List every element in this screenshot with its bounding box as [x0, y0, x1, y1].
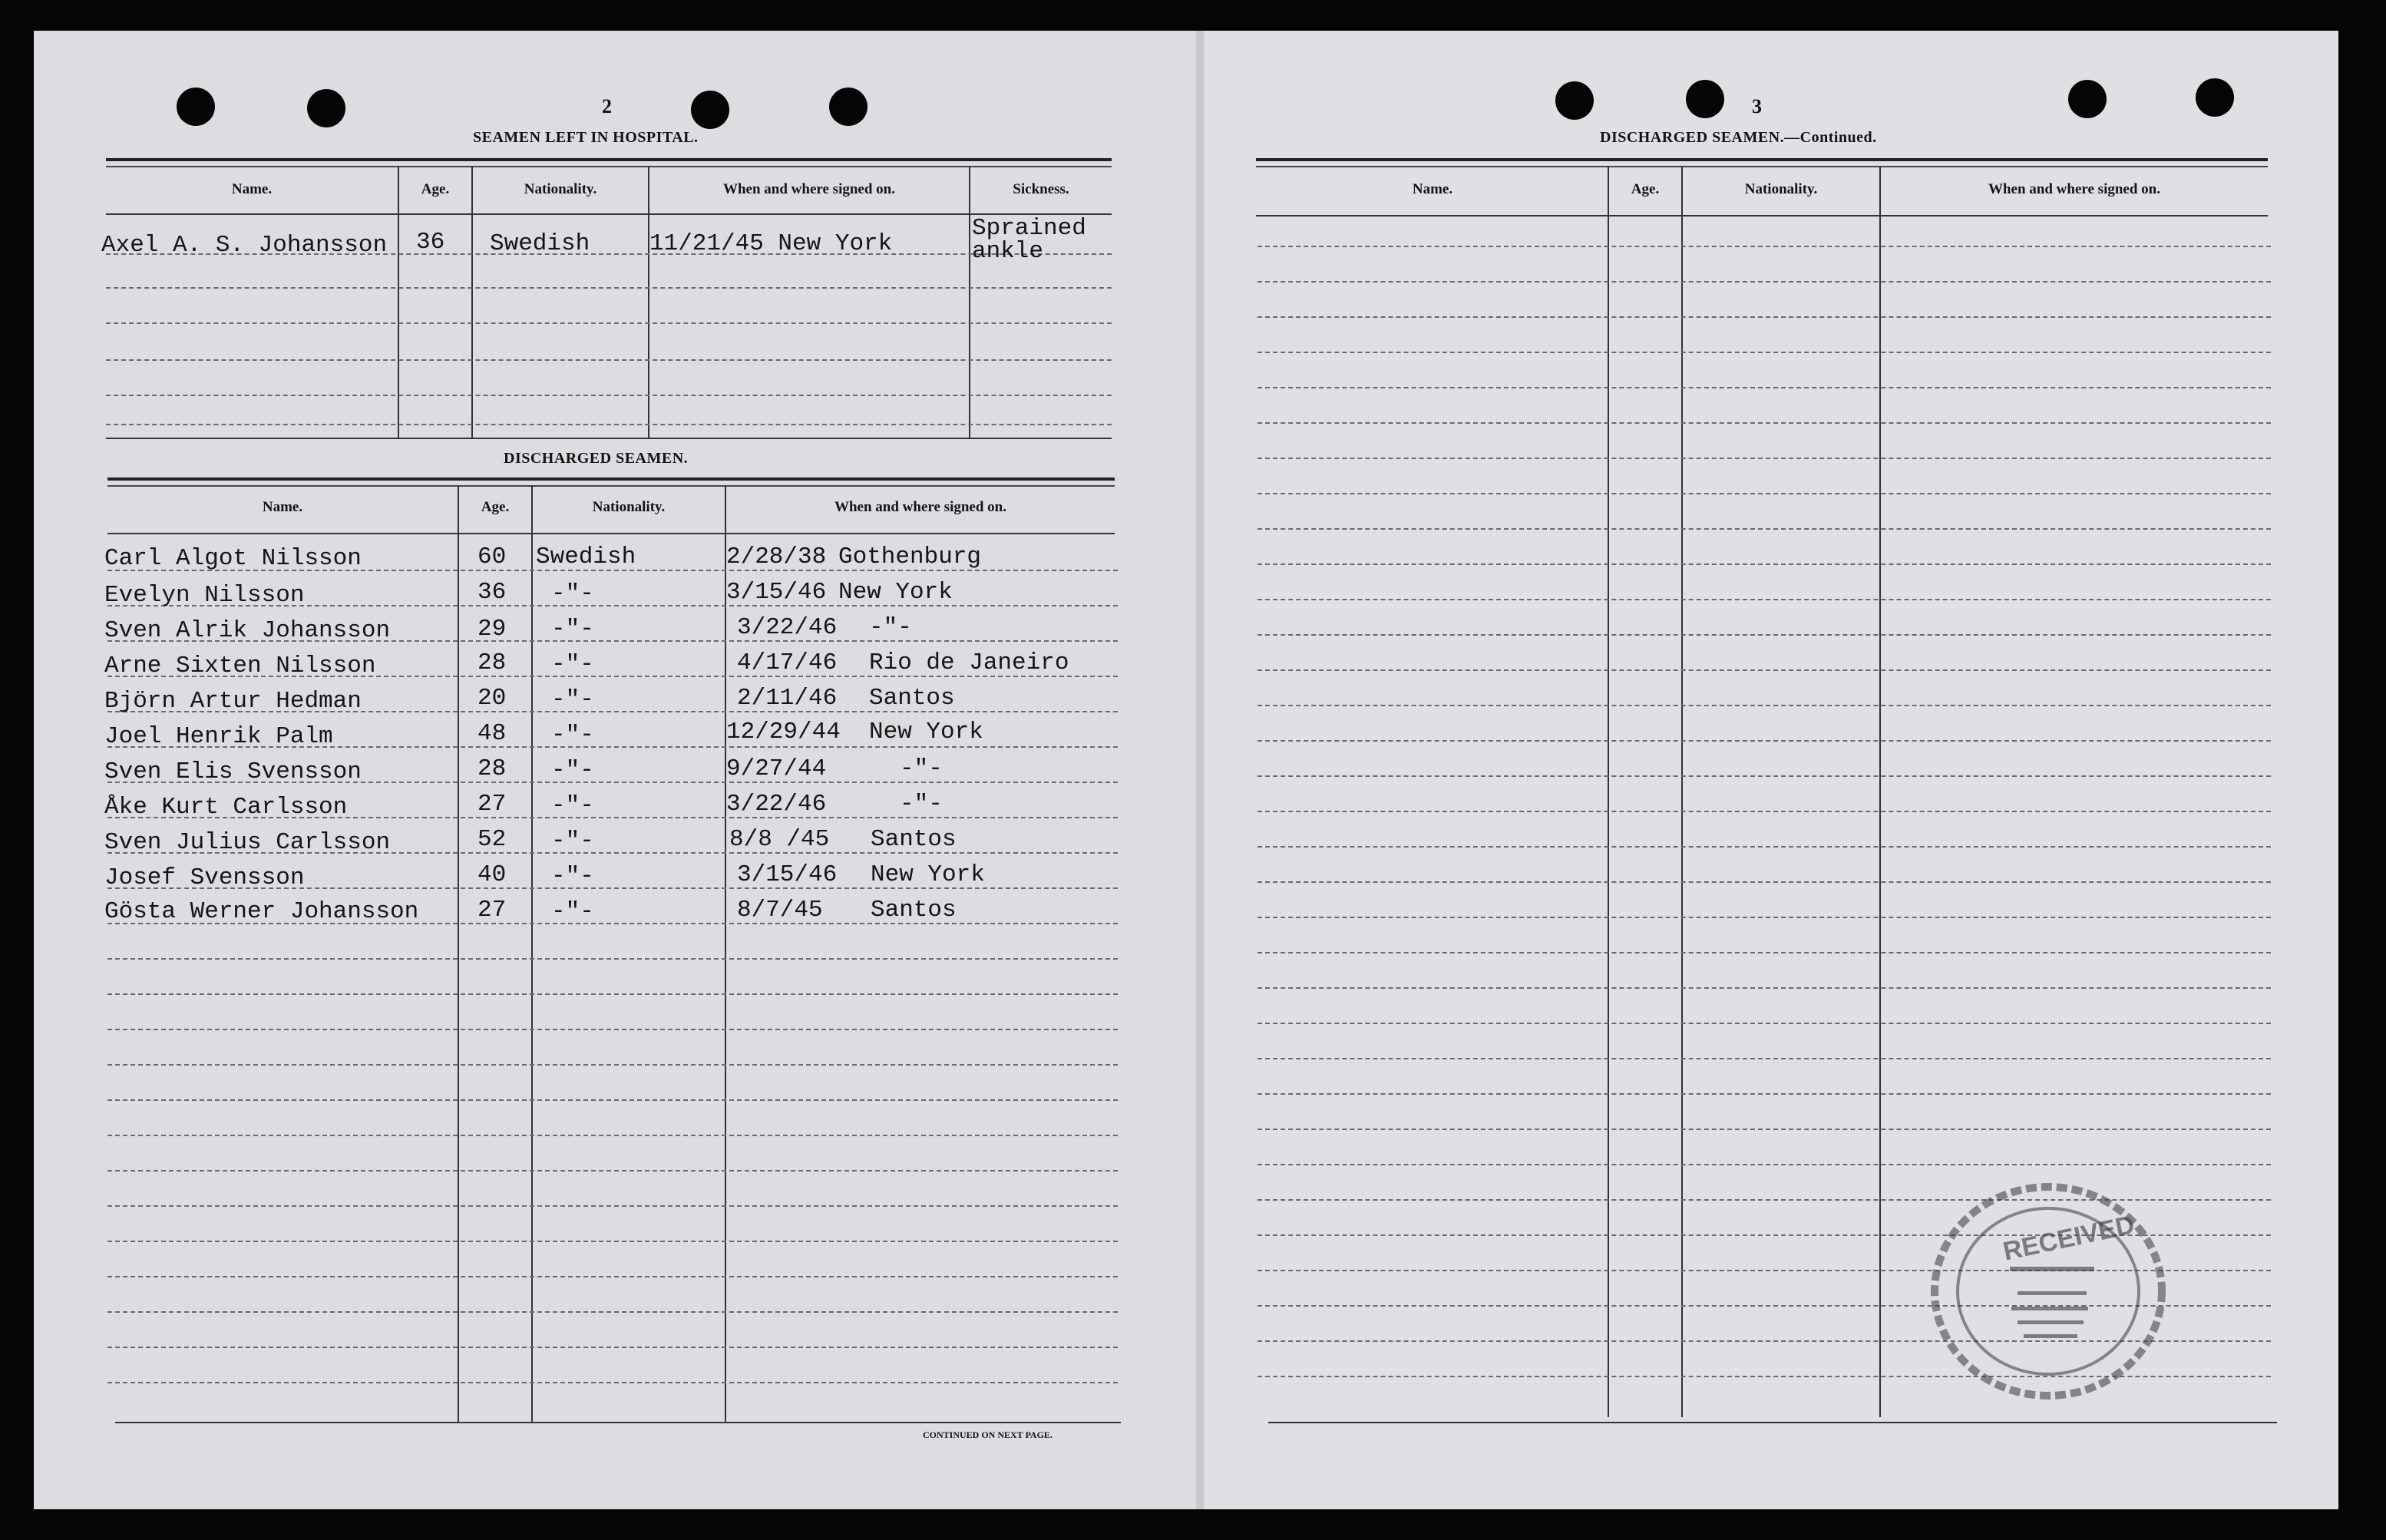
row-nationality: Swedish [536, 544, 636, 570]
row-place: Gothenburg [838, 544, 982, 570]
discharged-header-name: Name. [262, 499, 303, 515]
row-nationality: -"- [551, 722, 594, 749]
hospital-section-title: SEAMEN LEFT IN HOSPITAL. [473, 129, 699, 146]
row-age: 36 [478, 579, 507, 606]
row-date: 3/15/46 [726, 579, 827, 606]
row-nationality: -"- [551, 757, 594, 784]
row-place: Rio de Janeiro [869, 649, 1069, 676]
hospital-name: Axel A. S. Johansson [101, 232, 388, 259]
row-date: 12/29/44 [726, 719, 841, 745]
punch-hole [1686, 80, 1724, 118]
continued-header-age: Age. [1631, 181, 1660, 197]
row-name: Björn Artur Hedman [104, 688, 362, 715]
hospital-sickness: Sprained [972, 215, 1086, 242]
row-name: Sven Elis Svensson [104, 758, 362, 785]
row-place: New York [838, 579, 953, 606]
row-age: 27 [478, 791, 507, 818]
row-age: 28 [478, 755, 507, 782]
punch-hole [1555, 81, 1594, 120]
punch-hole [2068, 80, 2107, 118]
row-name: Arne Sixten Nilsson [104, 653, 376, 679]
row-place: -"- [900, 755, 943, 782]
row-age: 20 [478, 685, 507, 712]
row-nationality: -"- [551, 898, 594, 925]
row-date: 2/11/46 [737, 685, 838, 712]
row-place: Santos [871, 826, 957, 853]
row-age: 40 [478, 861, 507, 888]
continued-note: CONTINUED ON NEXT PAGE. [923, 1429, 1053, 1440]
hospital-header-sickness: Sickness. [1013, 181, 1069, 197]
page-number: 2 [602, 95, 612, 117]
row-place: -"- [900, 791, 943, 818]
discharged-section-title: DISCHARGED SEAMEN. [504, 450, 689, 467]
discharged-header-signed: When and where signed on. [834, 499, 1006, 515]
row-nationality: -"- [551, 580, 594, 607]
row-nationality: -"- [551, 792, 594, 819]
row-nationality: -"- [551, 686, 594, 713]
row-age: 27 [478, 897, 507, 924]
row-date: 8/8 /45 [729, 826, 830, 853]
row-date: 3/15/46 [737, 861, 838, 888]
row-place: New York [871, 861, 985, 888]
stamp-text: RECEIVED [2000, 1210, 2137, 1267]
row-age: 48 [478, 720, 507, 747]
row-name: Josef Svensson [104, 864, 305, 891]
row-name: Evelyn Nilsson [104, 582, 305, 609]
received-stamp [1925, 1176, 2171, 1406]
row-date: 2/28/38 [726, 544, 827, 570]
row-date: 4/17/46 [737, 649, 838, 676]
row-place: New York [869, 719, 983, 745]
row-nationality: -"- [551, 616, 594, 643]
row-date: 3/22/46 [737, 614, 838, 641]
row-nationality: -"- [551, 651, 594, 678]
row-date: 8/7/45 [737, 897, 823, 924]
hospital-header-nationality: Nationality. [524, 181, 597, 197]
row-nationality: -"- [551, 863, 594, 890]
hospital-signed: 11/21/45 New York [649, 230, 893, 257]
row-place: Santos [869, 685, 955, 712]
row-age: 28 [478, 649, 507, 676]
punch-hole [307, 89, 345, 127]
discharged-header-nationality: Nationality. [592, 499, 666, 515]
row-name: Carl Algot Nilsson [104, 545, 362, 572]
page-number: 3 [1752, 95, 1762, 117]
discharged-continued-title: DISCHARGED SEAMEN.—Continued. [1600, 129, 1877, 146]
row-age: 60 [478, 544, 507, 570]
continued-header-signed: When and where signed on. [1988, 181, 2160, 197]
row-name: Joel Henrik Palm [104, 723, 333, 750]
row-place: -"- [869, 614, 912, 641]
row-date: 9/27/44 [726, 755, 827, 782]
row-age: 29 [478, 616, 507, 643]
hospital-header-name: Name. [231, 181, 273, 197]
row-age: 52 [478, 826, 507, 853]
hospital-header-signed: When and where signed on. [722, 181, 895, 197]
punch-hole [2196, 78, 2234, 117]
row-date: 3/22/46 [726, 791, 827, 818]
row-name: Sven Alrik Johansson [104, 617, 391, 644]
page-fold [1196, 31, 1204, 1509]
row-nationality: -"- [551, 828, 594, 854]
discharged-header-age: Age. [481, 499, 510, 515]
hospital-sickness: ankle [972, 238, 1044, 265]
punch-hole [829, 88, 867, 126]
hospital-age: 36 [416, 229, 445, 256]
continued-header-name: Name. [1412, 181, 1453, 197]
row-name: Gösta Werner Johansson [104, 898, 419, 925]
row-name: Åke Kurt Carlsson [104, 794, 348, 821]
row-name: Sven Julius Carlsson [104, 829, 391, 856]
punch-hole [691, 91, 729, 129]
stamp-seal-icon [1925, 1176, 2171, 1406]
hospital-nationality: Swedish [490, 230, 590, 257]
row-place: Santos [871, 897, 957, 924]
continued-header-nationality: Nationality. [1744, 181, 1818, 197]
punch-hole [177, 88, 215, 126]
hospital-header-age: Age. [421, 181, 450, 197]
